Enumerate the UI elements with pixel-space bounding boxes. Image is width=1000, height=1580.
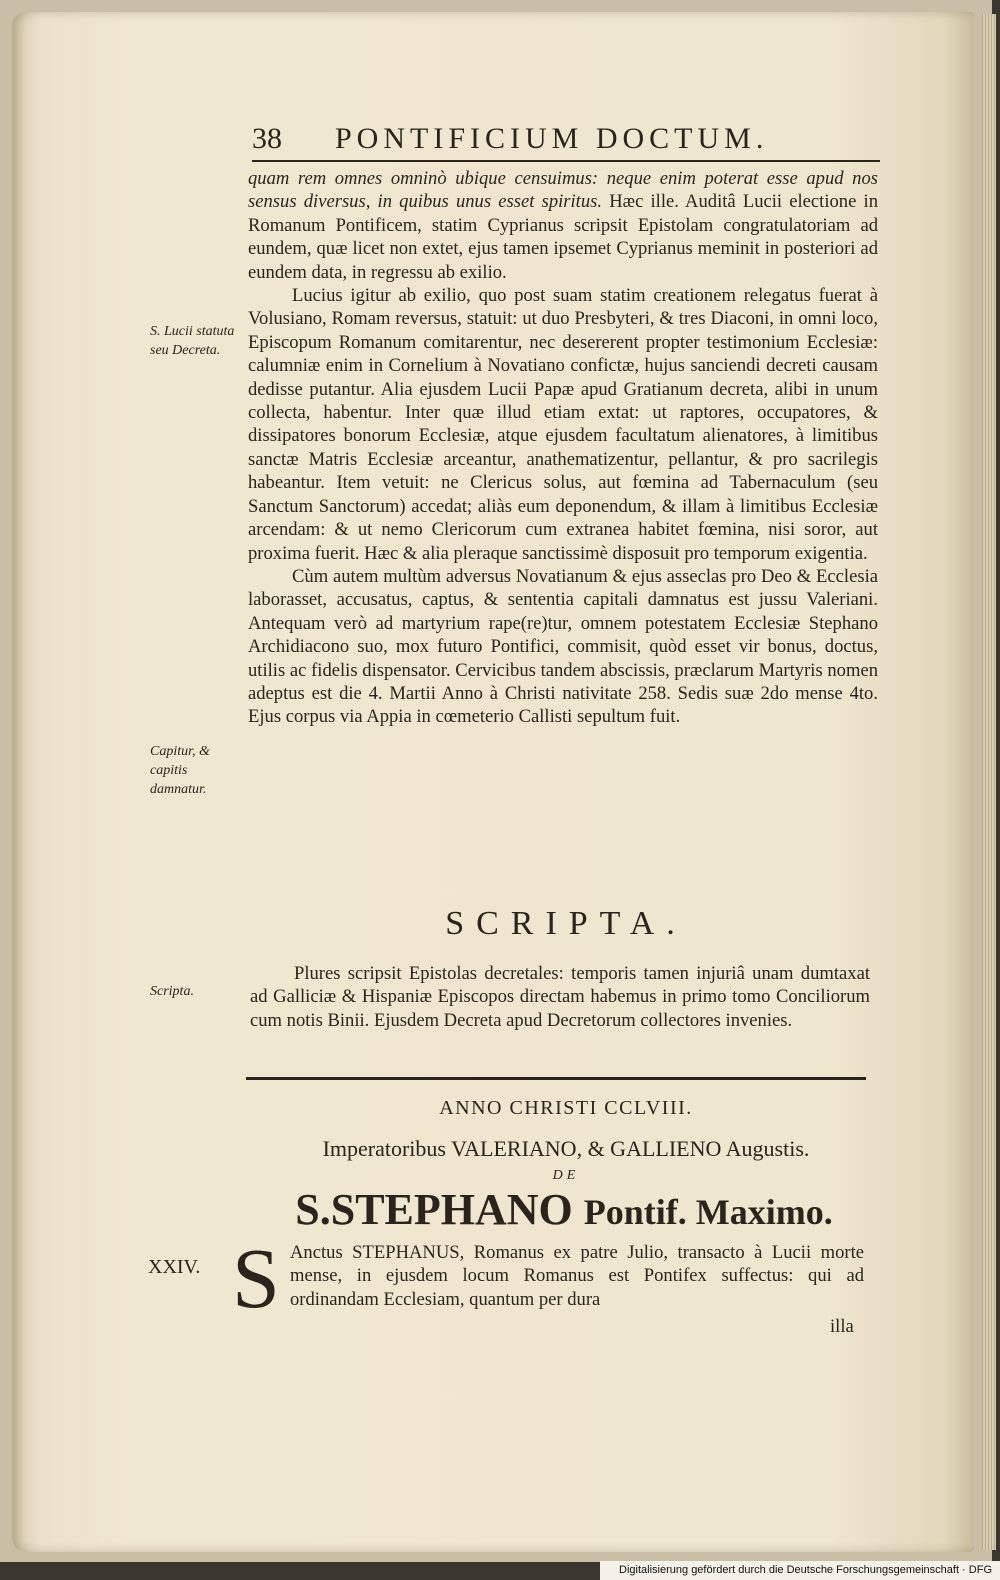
margin-note-capitur: Capitur, & capitis damnatur. bbox=[150, 744, 210, 797]
section-title bbox=[232, 1184, 896, 1235]
catchword: illa bbox=[830, 1316, 854, 1337]
dfg-footer: Digitalisierung gefördert durch die Deutsche Forschungsgemeinschaft · DFG bbox=[600, 1561, 1000, 1580]
section-number: XXIV. bbox=[148, 1256, 201, 1278]
running-title: PONTIFICIUM DOCTUM. bbox=[335, 122, 769, 155]
page-edges bbox=[982, 14, 996, 1550]
section-title-main: S.STEPHANO bbox=[295, 1185, 573, 1234]
running-header bbox=[252, 122, 882, 156]
scripta-heading: SCRIPTA. bbox=[445, 905, 687, 942]
paragraph-5: Anctus STEPHANUS, Romanus ex patre Julio, transacto à Lucii morte mense, in ejusdem locum Romanus est Pontifex suffectus: qui ad ordinandam Ecclesiam, quantum per dura bbox=[290, 1242, 864, 1310]
paragraph-1-text: Hæc ille. Auditâ Lucii electione in Romanum Pontificem, statim Cyprianus scripsit Epistolam congratulatoriam ad eundem, quæ licet non extet, ejus tamen ipsemet Cyprianus meminit in posteriori ad eundem data, in regressu ab exilio. bbox=[248, 191, 879, 283]
anno-heading: ANNO CHRISTI CCLVIII. bbox=[439, 1097, 693, 1119]
paragraph-1 bbox=[248, 167, 878, 284]
paragraph-4: Plures scripsit Epistolas decretales: temporis tamen injuriâ unam dumtaxat ad Galliciæ & Hispaniæ Episcopos directam habemus in primo tomo Conciliorum cum notis Binii. Ejusdem Decreta apud Decretorum collectores invenies. bbox=[250, 963, 870, 1031]
main-text-block-1 bbox=[248, 167, 878, 729]
header-rule bbox=[252, 160, 880, 162]
paragraph-1-quote: quam rem omnes omninò ubique censuimus: neque enim poterat esse apud nos sensus diversus, in quibus unus esset spiritus. bbox=[248, 168, 878, 213]
imperatoribus-line: Imperatoribus VALERIANO, & GALLIENO Augustis. bbox=[322, 1136, 810, 1161]
margin-note-decreta: S. Lucii statuta seu Decreta. bbox=[150, 324, 235, 358]
de-line: DE bbox=[552, 1168, 580, 1183]
drop-cap: S bbox=[232, 1230, 280, 1326]
section-rule bbox=[246, 1077, 866, 1080]
margin-note-scripta: Scripta. bbox=[150, 984, 194, 999]
main-text-block-2 bbox=[250, 962, 870, 1032]
paragraph-2: Lucius igitur ab exilio, quo post suam statim creationem relegatus fuerat à Volusiano, Romam reversus, statuit: ut duo Presbyteri, & tres Diaconi, in omni loco, Episcopum Romanum comitarentur, nec desererent propter testimonium Ecclesiæ: calumniæ enim in Cornelium à Novatiano confictæ, hujus sanciendi decreti causam dedisse putantur. Alia ejusdem Lucii Papæ apud Gratianum decreta, alibi in unum collecta, habentur. Inter quæ illud etiam extat: ut raptores, occupatores, & dissipatores bonorum Ecclesiæ, atque ejusdem facultatum alienatores, à limitibus sanctæ Matris Ecclesiæ arceantur, anathematizentur, pellantur, & pro sacrilegis habeantur. Item vetuit: ne Clericus solus, aut fœmina ad Tabernaculum (seu Sanctum Sanctorum) accedat; aliàs eum deponendum, & illam à limitibus Ecclesiæ arcendam: & ut nemo Clericorum cum extranea habitet fœmina, nisi soror, aut proxima fuerit. Hæc & alia pleraque sanctissimè disposuit pro temporum exigentia. bbox=[248, 285, 878, 564]
page-number: 38 bbox=[252, 122, 282, 155]
paragraph-3: Cùm autem multùm adversus Novatianum & ejus asseclas pro Deo & Ecclesia laborasset, accusatus, captus, & sententia capitali damnatus est jussu Valeriani. Antequam verò ad martyrium rape(re)tur, omnem potestatem Ecclesiæ Stephano Archidiacono suo, mox futuro Pontifici, commisit, quòd esset vir bonus, doctus, utilis ac fidelis dispensator. Cervicibus tandem abscissis, præclarum Martyris nomen adeptus est die 4. Martii Anno à Christi nativitate 258. Sedis suæ 2do mense 4to. Ejus corpus via Appia in cœmeterio Callisti sepultum fuit. bbox=[248, 565, 878, 728]
section-title-rest: Pontif. Maximo. bbox=[583, 1192, 833, 1232]
